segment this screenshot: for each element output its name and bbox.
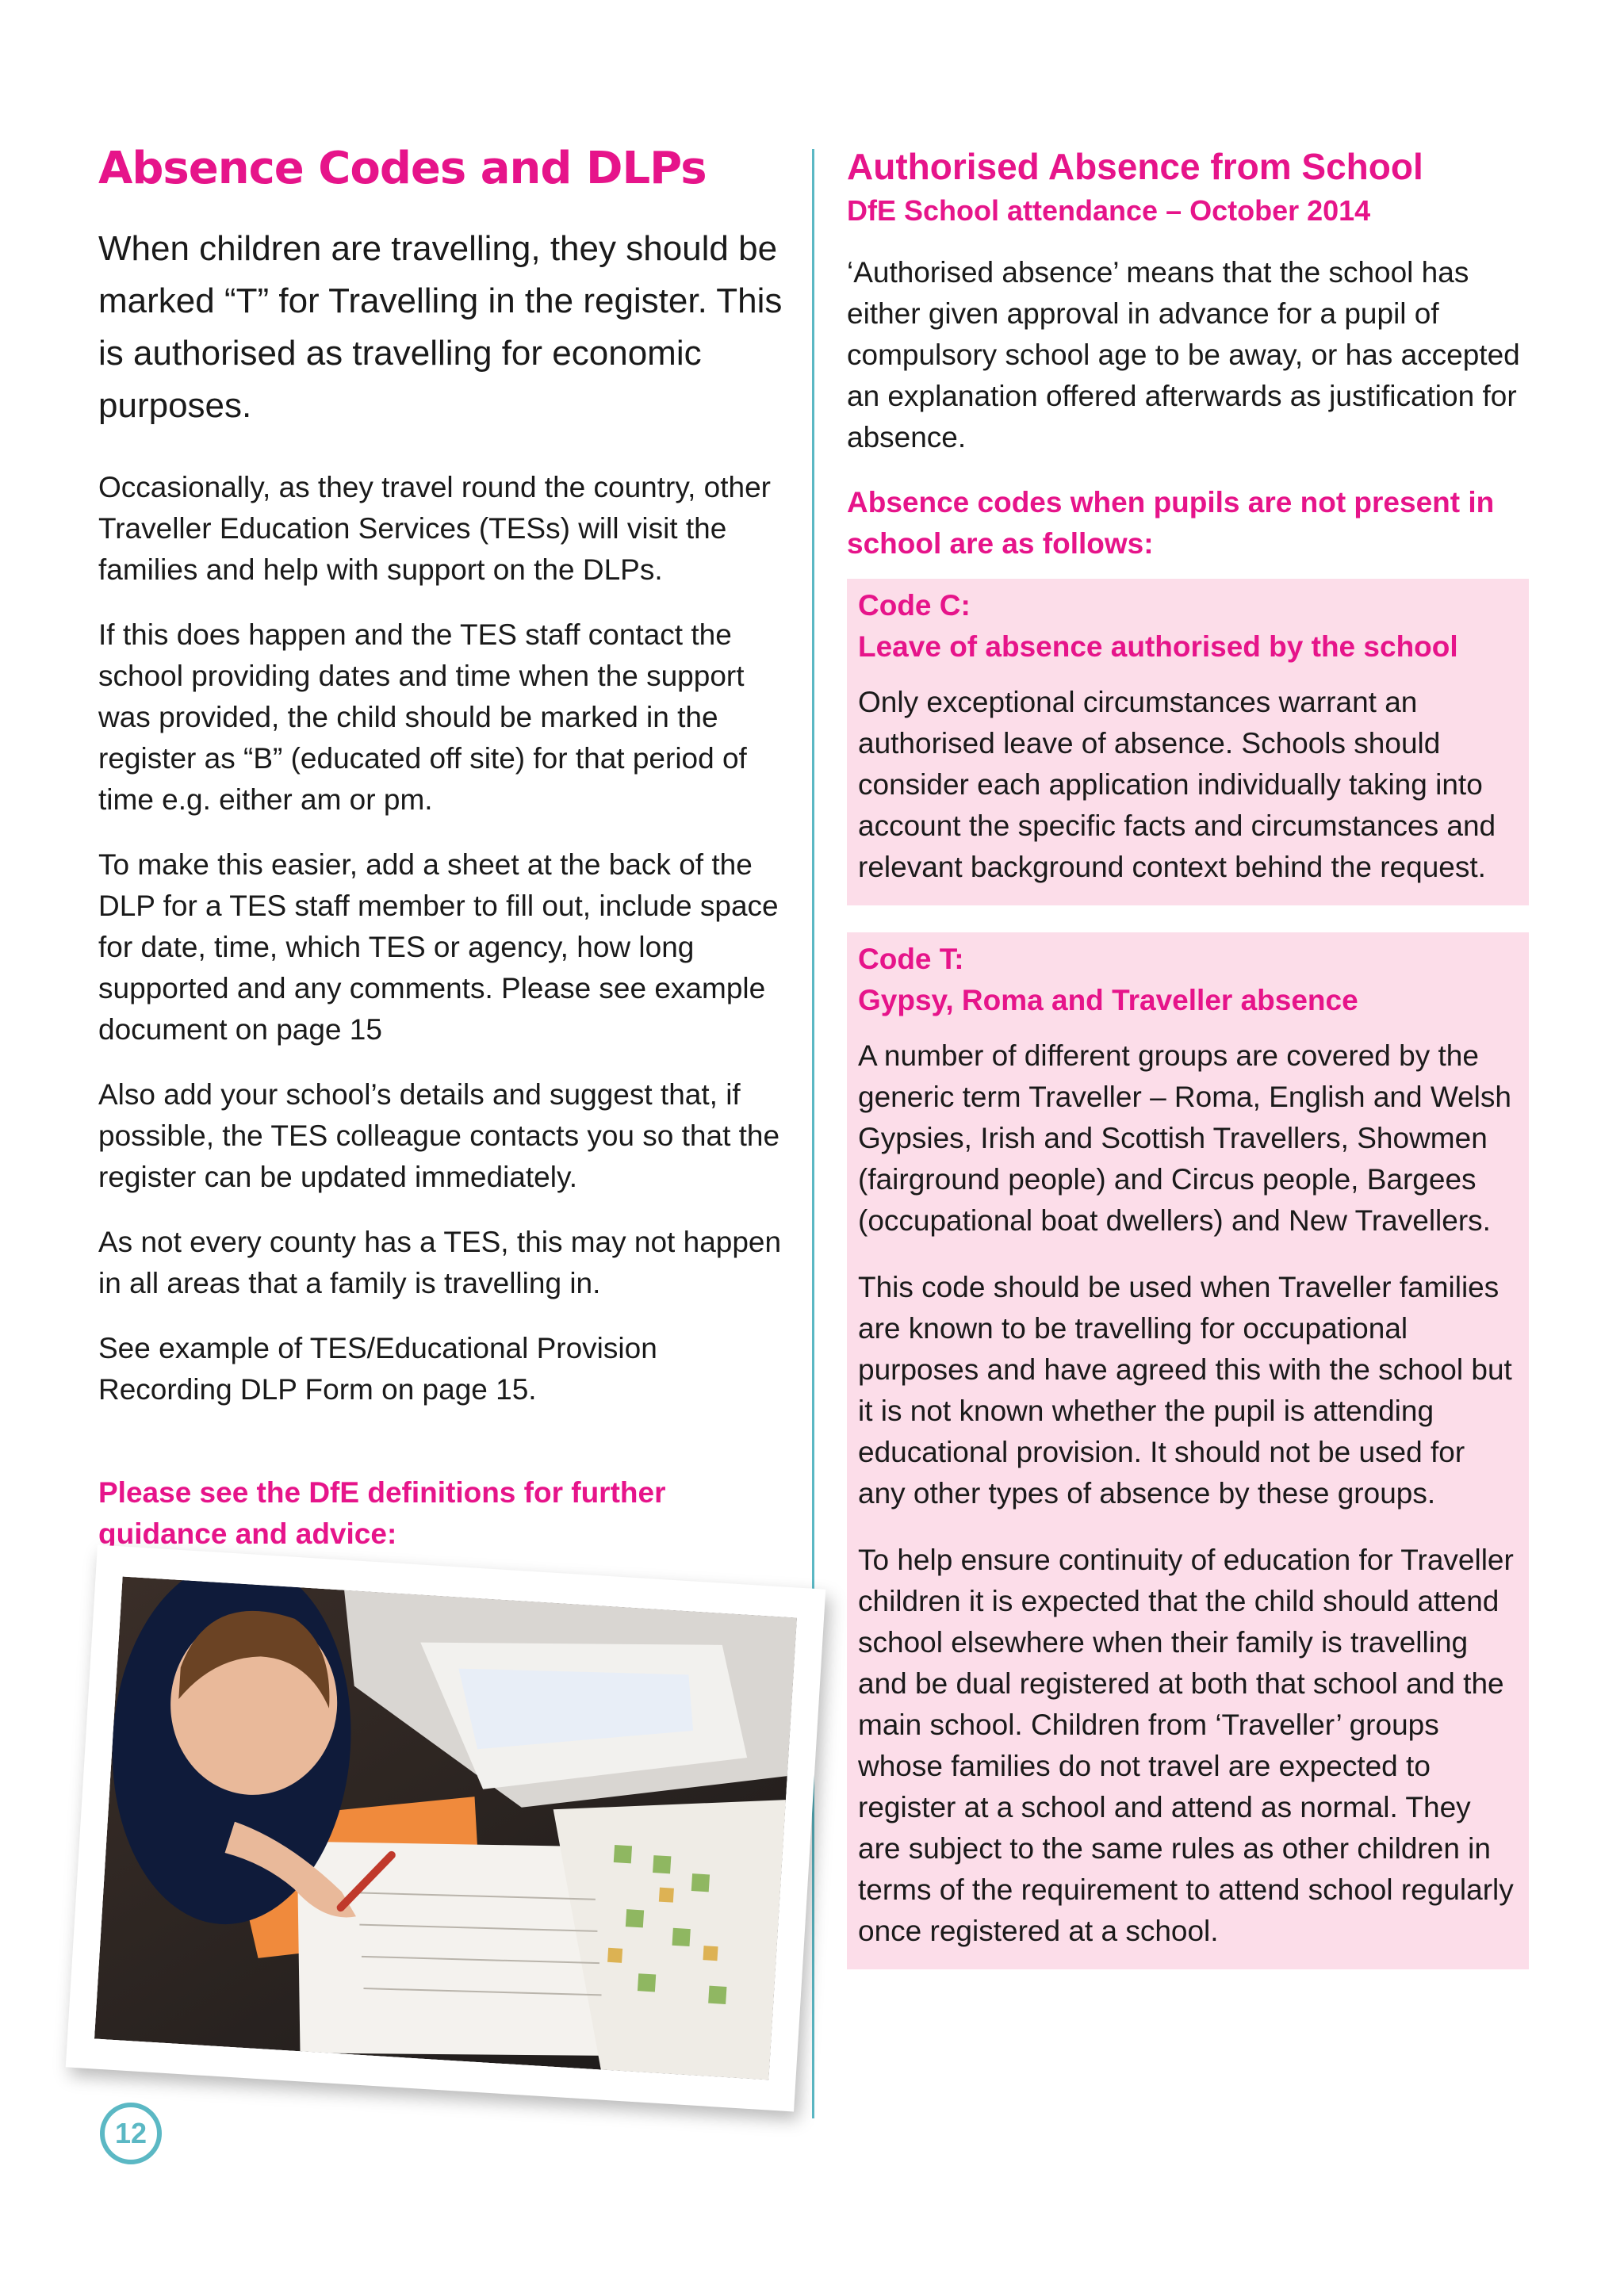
page-number-badge (100, 2103, 162, 2164)
code-c-text: Only exceptional circumstances warrant an authorised leave of absence. Schools should consider each application individually taking into account the specific facts and circumstances and relevant background context behind the request. (858, 686, 1496, 883)
column-divider (812, 149, 814, 2118)
code-t-label: Code T: (858, 943, 964, 975)
code-t-usage: This code should be used when Traveller families are known to be travelling for occupational purposes and have agreed this with the school but it is not known whether the pupil is attending educational provision. It should not be used for any other types of absence by these groups. (858, 1271, 1512, 1510)
paragraph-register-b: If this does happen and the TES staff contact the school providing dates and time when the support was provided, the child should be marked in the register as “B” (educated off site) for that period of time e.g. either am or pm. (98, 618, 747, 816)
intro-statement: When children are travelling, they should be marked “T” for Travelling in the register. This is authorised as travelling for economic purposes. (98, 229, 783, 425)
paragraph-see-example: See example of TES/Educational Provision Recording DLP Form on page 15. (98, 1332, 657, 1406)
paragraph-tes-visits: Occasionally, as they travel round the country, other Traveller Education Services (TESs) will visit the families and help with support on the DLPs. (98, 471, 772, 586)
code-c-heading (858, 585, 1518, 668)
page-title: Absence Codes and DLPs (98, 143, 707, 194)
code-t-box (847, 932, 1529, 1969)
code-t-continuity: To help ensure continuity of education for Traveller children it is expected that the child should attend school elsewhere when their family is travelling and be dual registered at both that school and the main school. Children from ‘Traveller’ groups whose families do not travel are expected to register at a school and attend as normal. They are subject to the same rules as other children in terms of the requirement to attend school regularly once registered at a school. (858, 1544, 1514, 1947)
code-c-box (847, 579, 1529, 905)
paragraph-county-tes: As not every county has a TES, this may not happen in all areas that a family is travelling in. (98, 1226, 782, 1299)
authorised-absence-definition: ‘Authorised absence’ means that the school has either given approval in advance for a pupil of compulsory school age to be away, or has accepted an explanation offered afterwards as justification for absence. (847, 256, 1520, 453)
code-c-label: Code C: (858, 589, 971, 622)
code-t-groups: A number of different groups are covered by the generic term Traveller – Roma, English and Welsh Gypsies, Irish and Scottish Travellers, Showmen (fairground people) and Circus people, Bargees (occupational boat dwellers) and New Travellers. (858, 1039, 1511, 1237)
code-t-title: Gypsy, Roma and Traveller absence (858, 984, 1358, 1016)
dfe-guidance-lead: Please see the DfE definitions for further guidance and advice: (98, 1476, 666, 1550)
left-column (98, 143, 788, 1555)
right-column (847, 143, 1529, 1969)
page-number: 12 (114, 2117, 147, 2149)
authorised-absence-title: Authorised Absence from School (847, 146, 1423, 187)
child-writing-photo (94, 1577, 797, 2080)
paragraph-school-details: Also add your school’s details and suggest that, if possible, the TES colleague contacts you so that the register can be updated immediately. (98, 1078, 780, 1193)
code-c-title: Leave of absence authorised by the school (858, 630, 1458, 663)
photo-frame (66, 1545, 826, 2112)
absence-codes-lead: Absence codes when pupils are not present in school are as follows: (847, 486, 1495, 560)
paragraph-add-sheet: To make this easier, add a sheet at the back of the DLP for a TES staff member to fill out, include space for date, time, which TES or agency, how long supported and any comments. Please see example document on page 15 (98, 848, 779, 1046)
code-t-heading (858, 939, 1518, 1021)
dfe-subtitle: DfE School attendance – October 2014 (847, 194, 1371, 227)
